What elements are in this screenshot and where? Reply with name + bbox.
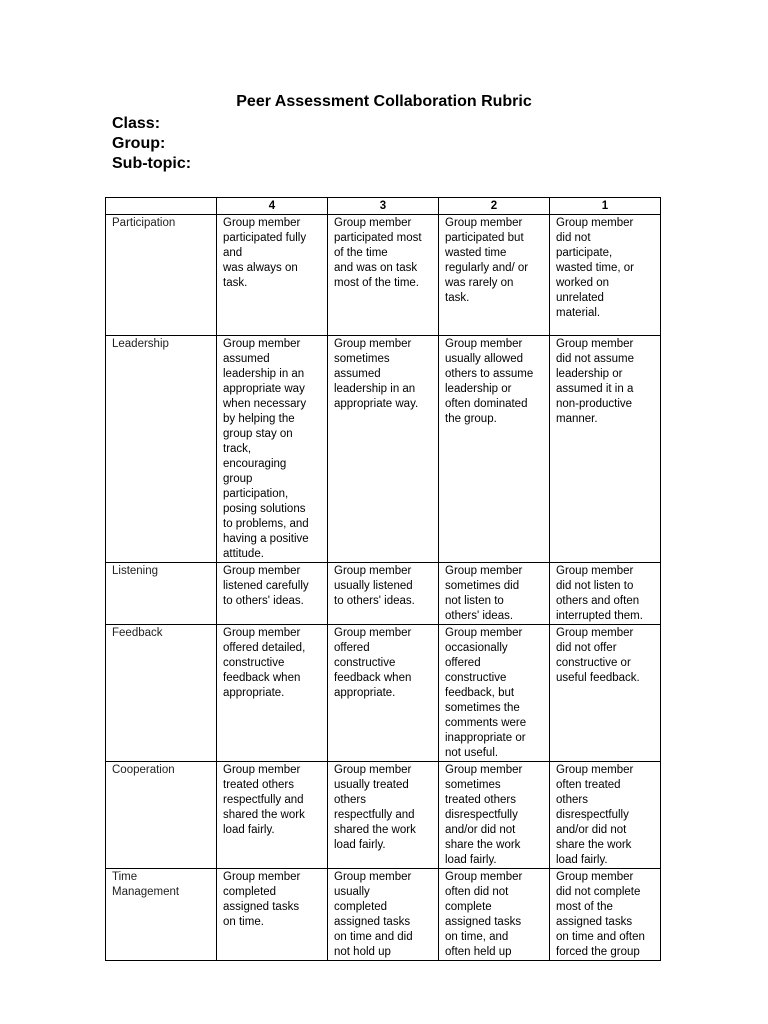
descriptor-cell: Group member did not offer constructive or useful feedback. — [550, 625, 661, 762]
descriptor-cell: Group member did not complete most of the assigned tasks on time and often forced the group — [550, 869, 661, 961]
header-row — [106, 198, 661, 215]
descriptor-cell: Group member sometimes did not listen to others' ideas. — [439, 563, 550, 625]
descriptor-cell: Group member often treated others disrespectfully and/or did not share the work load fairly. — [550, 762, 661, 869]
descriptor-cell: Group member usually completed assigned tasks on time and did not hold up — [328, 869, 439, 961]
table-row — [106, 625, 661, 762]
descriptor-cell: Group member participated most of the time and was on task most of the time. — [328, 215, 439, 336]
header-cell-score-2: 2 — [439, 198, 550, 215]
descriptor-cell: Group member sometimes assumed leadership in an appropriate way. — [328, 336, 439, 563]
descriptor-cell: Group member completed assigned tasks on time. — [217, 869, 328, 961]
table-row — [106, 336, 661, 563]
criterion-cell: Cooperation — [106, 762, 217, 869]
descriptor-cell: Group member usually allowed others to assume leadership or often dominated the group. — [439, 336, 550, 563]
descriptor-cell: Group member listened carefully to others' ideas. — [217, 563, 328, 625]
table-row — [106, 215, 661, 336]
criterion-cell: Leadership — [106, 336, 217, 563]
table-row — [106, 762, 661, 869]
descriptor-cell: Group member participated fully and was always on task. — [217, 215, 328, 336]
descriptor-cell: Group member occasionally offered constructive feedback, but sometimes the comments were inappropriate or not useful. — [439, 625, 550, 762]
descriptor-cell: Group member usually listened to others' ideas. — [328, 563, 439, 625]
header-cell-score-1: 1 — [550, 198, 661, 215]
descriptor-cell: Group member did not listen to others and often interrupted them. — [550, 563, 661, 625]
header-cell-score-4: 4 — [217, 198, 328, 215]
descriptor-cell: Group member assumed leadership in an appropriate way when necessary by helping the group stay on track, encouraging group participation, posing solutions to problems, and having a positive attitude. — [217, 336, 328, 563]
descriptor-cell: Group member offered detailed, constructive feedback when appropriate. — [217, 625, 328, 762]
sub-topic-field-label: Sub-topic: — [112, 155, 192, 172]
descriptor-cell: Group member often did not complete assigned tasks on time, and often held up — [439, 869, 550, 961]
descriptor-cell: Group member did not assume leadership or assumed it in a non-productive manner. — [550, 336, 661, 563]
descriptor-cell: Group member did not participate, wasted time, or worked on unrelated material. — [550, 215, 661, 336]
header-cell-score-3: 3 — [328, 198, 439, 215]
descriptor-cell: Group member participated but wasted time regularly and/ or was rarely on task. — [439, 215, 550, 336]
header-cell-criteria — [106, 198, 217, 215]
class-field-label: Class: — [112, 115, 161, 132]
table-row — [106, 869, 661, 961]
header-fields — [112, 114, 191, 174]
criterion-cell: Participation — [106, 215, 217, 336]
criterion-cell: Feedback — [106, 625, 217, 762]
criterion-cell: Listening — [106, 563, 217, 625]
descriptor-cell: Group member sometimes treated others disrespectfully and/or did not share the work load fairly. — [439, 762, 550, 869]
criterion-cell: Time Management — [106, 869, 217, 961]
rubric-table — [105, 197, 661, 961]
descriptor-cell: Group member offered constructive feedback when appropriate. — [328, 625, 439, 762]
document-title: Peer Assessment Collaboration Rubric — [236, 93, 532, 110]
group-field-label: Group: — [112, 135, 166, 152]
table-row — [106, 563, 661, 625]
descriptor-cell: Group member usually treated others respectfully and shared the work load fairly. — [328, 762, 439, 869]
descriptor-cell: Group member treated others respectfully and shared the work load fairly. — [217, 762, 328, 869]
